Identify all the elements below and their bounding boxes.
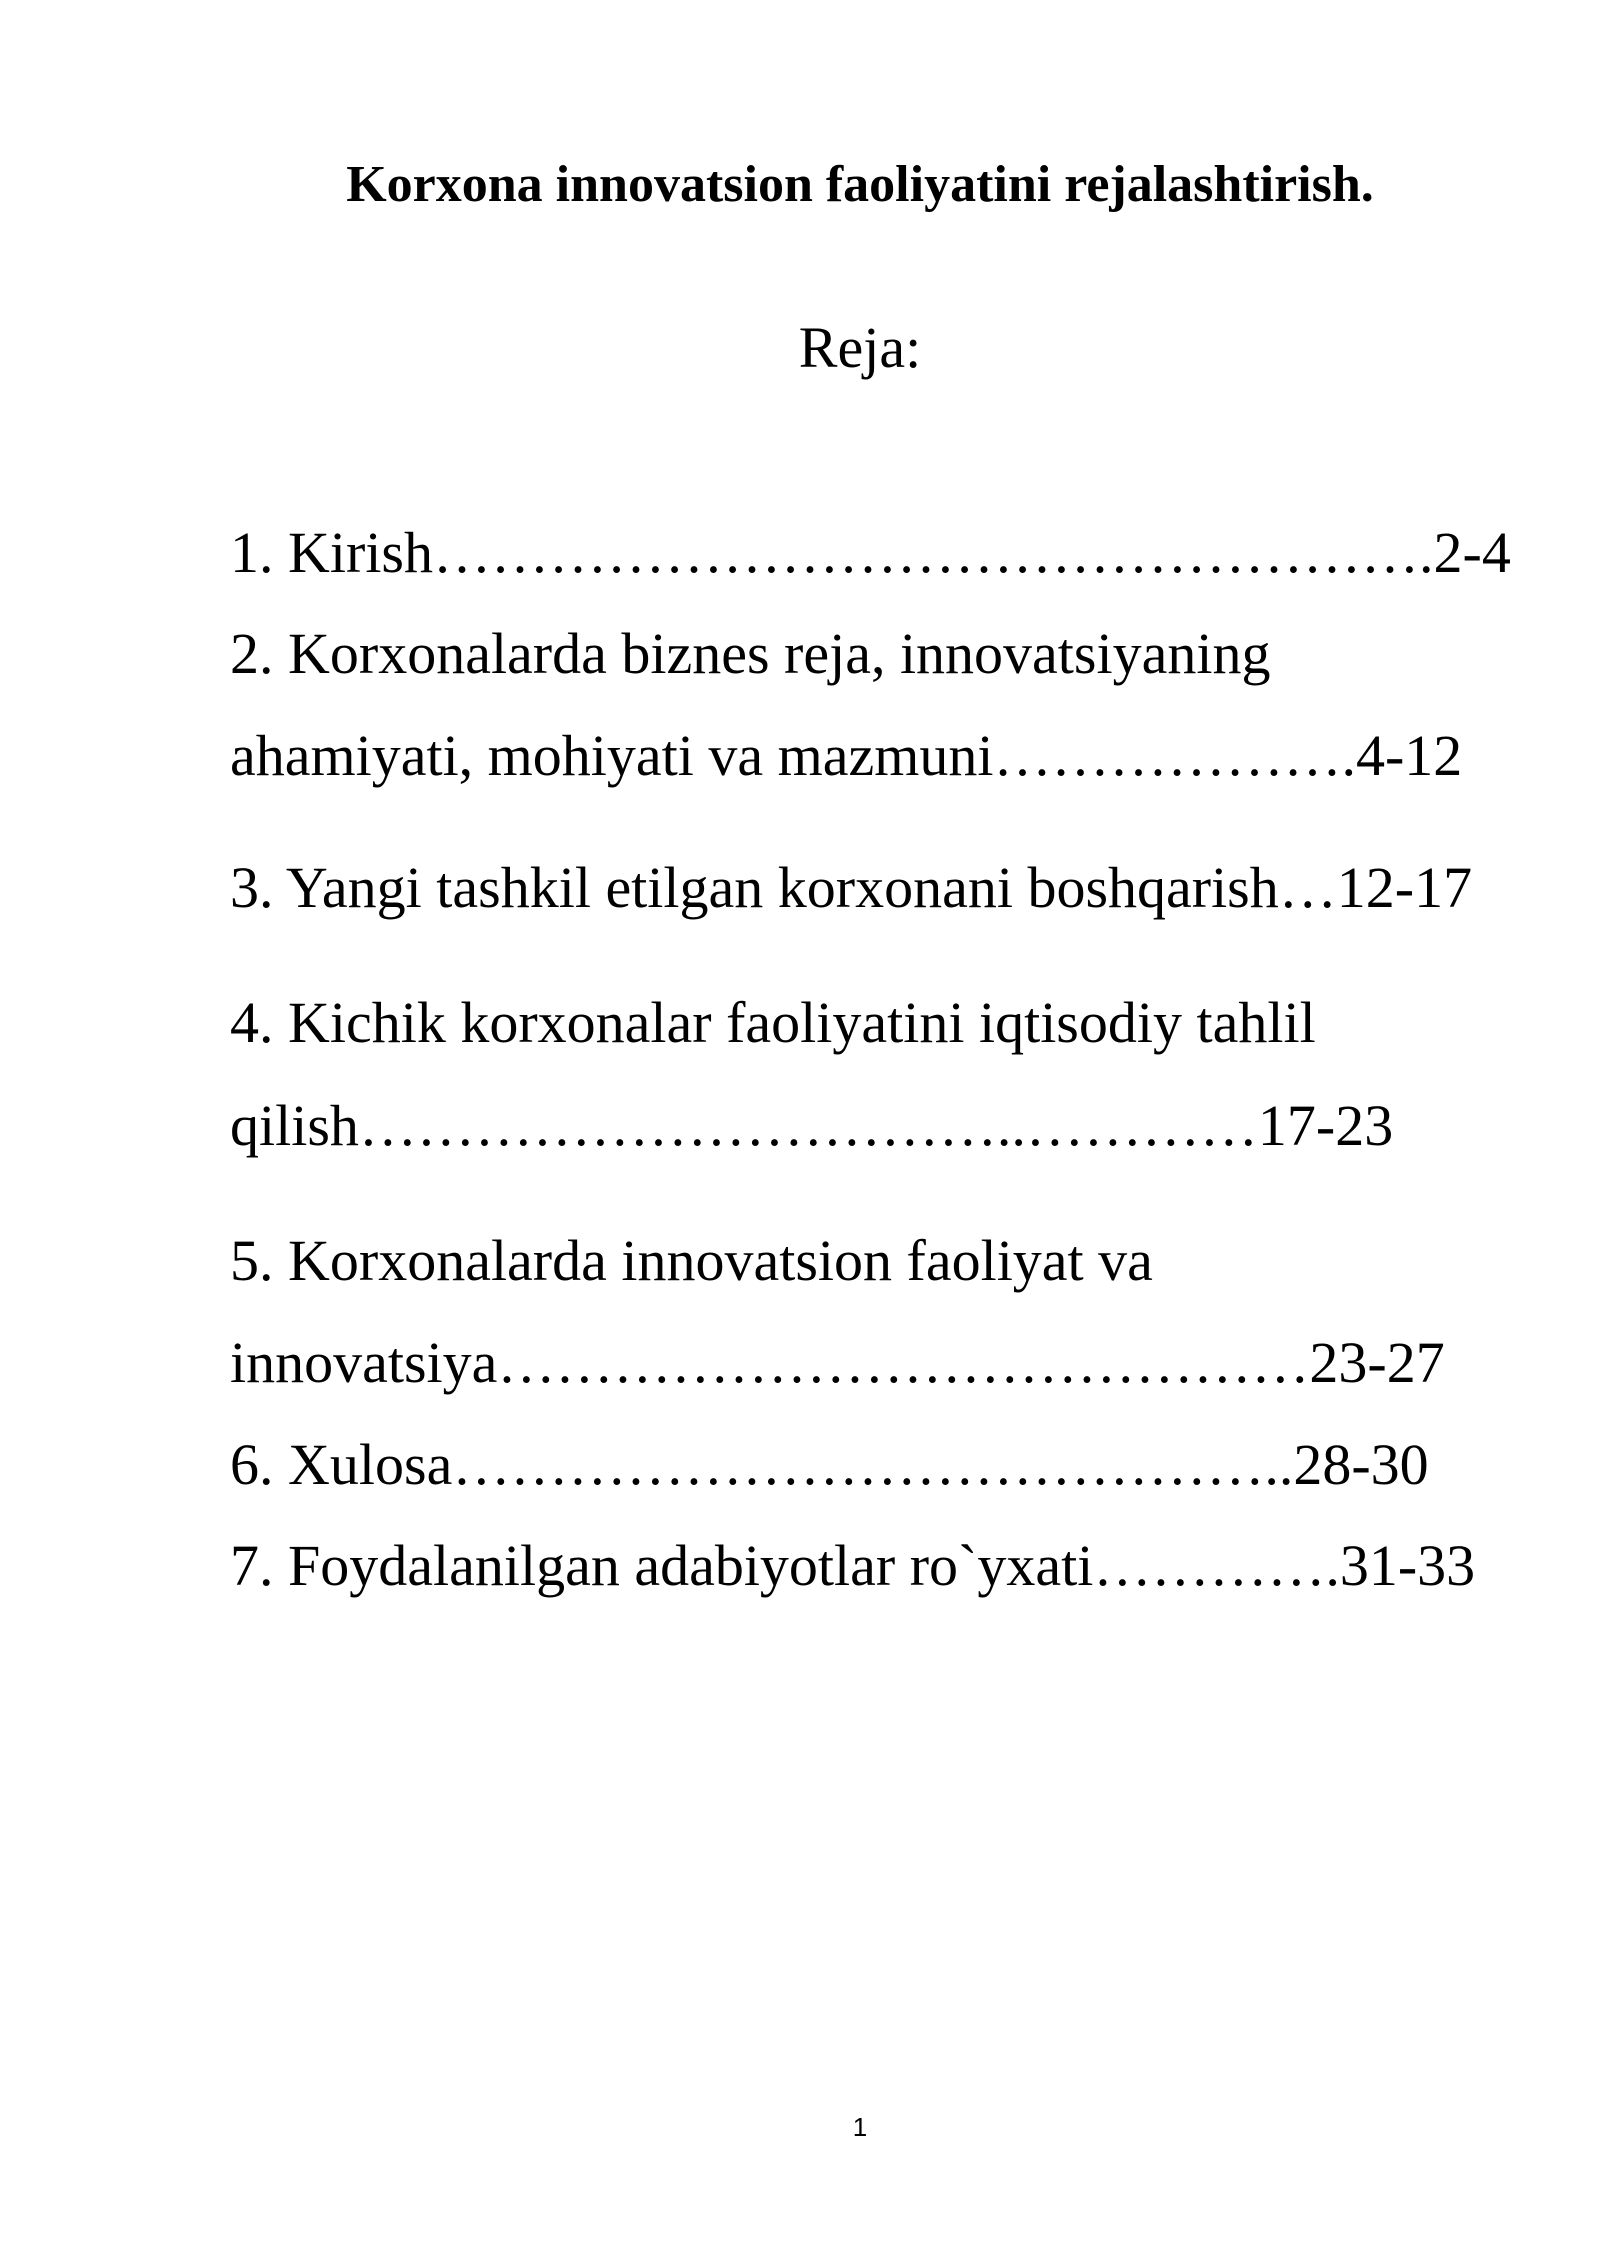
toc-item-7-line-1: 7. Foydalanilgan adabiyotlar ro`yxati………….31-33 <box>230 1533 1476 1598</box>
toc-item-2-line-1: 2. Korxonalarda biznes reja, innovatsiyaning <box>230 621 1271 686</box>
document-title: Korxona innovatsion faoliyatini rejalashtirish. <box>346 156 1374 213</box>
plan-heading: Reja: <box>798 315 922 380</box>
toc-item-2-line-2: ahamiyati, mohiyati va mazmuni……………….4-12 <box>230 723 1463 788</box>
toc-item-6-line-1: 6. Xulosa……………………………………..28-30 <box>230 1432 1429 1497</box>
toc-item-4-line-2: qilish……………………………..…………17-23 <box>230 1093 1394 1158</box>
page-number: 1 <box>852 2112 868 2142</box>
toc-item-1-line-1: 1. Kirish…………………………………………….2-4 <box>230 520 1511 585</box>
toc-item-5-line-2: innovatsiya……………………………………23-27 <box>230 1330 1445 1395</box>
toc-item-5-line-1: 5. Korxonalarda innovatsion faoliyat va <box>230 1228 1153 1293</box>
toc-item-3-line-1: 3. Yangi tashkil etilgan korxonani boshqarish…12-17 <box>230 855 1473 920</box>
toc-item-4-line-1: 4. Kichik korxonalar faoliyatini iqtisodiy tahlil <box>230 990 1316 1055</box>
